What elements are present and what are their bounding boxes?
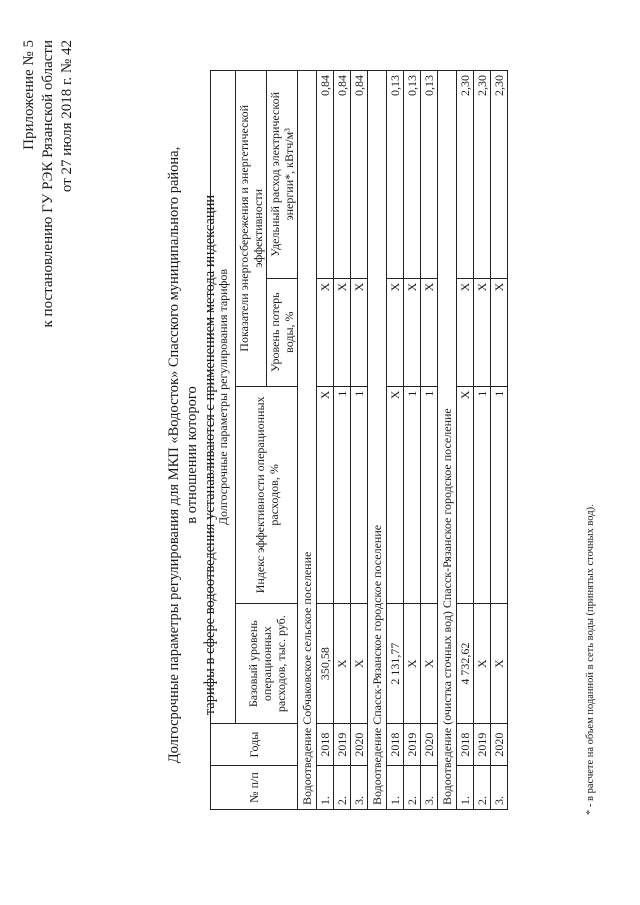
cell-year: 2018	[317, 724, 334, 766]
cell-num: 2.	[474, 766, 491, 810]
cell-power: 0,13	[421, 71, 438, 279]
cell-base: Х	[404, 604, 421, 724]
title-line-1: Долгосрочные параметры регулирования для МКП «Водосток» Спасского муниципального района, в отношении которого	[166, 146, 200, 764]
cell-loss: Х	[491, 278, 508, 386]
cell-power: 0,84	[351, 71, 368, 279]
cell-power: 2,30	[457, 71, 474, 279]
cell-base: Х	[334, 604, 351, 724]
cell-loss: Х	[421, 278, 438, 386]
cell-base: 350,58	[317, 604, 334, 724]
cell-base: Х	[351, 604, 368, 724]
section-title: Водоотведение Собчаковское сельское поселение	[298, 71, 317, 810]
cell-base: Х	[421, 604, 438, 724]
cell-index: 1	[421, 386, 438, 604]
section-title: Водоотведение Спасск-Рязанское городское поселение	[368, 71, 387, 810]
table-row	[404, 71, 421, 810]
appendix-number: Приложение № 5	[21, 40, 37, 150]
cell-index: 1	[491, 386, 508, 604]
cell-year: 2020	[351, 724, 368, 766]
cell-index: 1	[334, 386, 351, 604]
cell-year: 2020	[491, 724, 508, 766]
cell-index: Х	[457, 386, 474, 604]
table-row	[491, 71, 508, 810]
header-energy-group: Показатели энергосбережения и энергетической эффективности	[236, 71, 267, 387]
cell-power: 2,30	[491, 71, 508, 279]
title-line-2: тарифы в сфере водоотведения устанавливаются с применением метода индексации	[202, 194, 218, 716]
cell-num: 1.	[457, 766, 474, 810]
cell-year: 2019	[404, 724, 421, 766]
cell-power: 0,13	[404, 71, 421, 279]
cell-num: 2.	[404, 766, 421, 810]
header-group: Долгосрочные параметры регулирования тарифов	[211, 71, 236, 724]
header-base: Базовый уровень операционных расходов, тыс. руб.	[236, 604, 298, 724]
cell-base: 4 732,62	[457, 604, 474, 724]
header-index: Индекс эффективности операционных расходов, %	[236, 386, 298, 604]
cell-base: Х	[474, 604, 491, 724]
cell-loss: Х	[334, 278, 351, 386]
cell-year: 2019	[474, 724, 491, 766]
cell-loss: Х	[474, 278, 491, 386]
cell-index: 1	[474, 386, 491, 604]
footnote: * - в расчете на объем поданной в сеть воды (принятых сточных вод).	[585, 504, 596, 815]
cell-year: 2018	[457, 724, 474, 766]
cell-loss: Х	[317, 278, 334, 386]
table-row	[421, 71, 438, 810]
cell-loss: Х	[457, 278, 474, 386]
header-loss: Уровень потерь воды, %	[267, 278, 298, 386]
cell-index: Х	[387, 386, 404, 604]
cell-power: 2,30	[474, 71, 491, 279]
table-row	[387, 71, 404, 810]
cell-year: 2020	[421, 724, 438, 766]
appendix-resolution: к постановлению ГУ РЭК Рязанской области	[40, 40, 56, 328]
cell-loss: Х	[404, 278, 421, 386]
cell-index: 1	[351, 386, 368, 604]
appendix-header	[20, 40, 77, 327]
cell-year: 2019	[334, 724, 351, 766]
table-row	[351, 71, 368, 810]
table-row	[474, 71, 491, 810]
header-power: Удельный расход электрической энергии*, кВтч/м³	[267, 71, 298, 279]
cell-index: 1	[404, 386, 421, 604]
cell-num: 1.	[317, 766, 334, 810]
tariff-parameters-table	[210, 70, 508, 810]
cell-num: 1.	[387, 766, 404, 810]
cell-base: 2 131,77	[387, 604, 404, 724]
cell-num: 3.	[351, 766, 368, 810]
cell-index: Х	[317, 386, 334, 604]
cell-power: 0,84	[317, 71, 334, 279]
header-num: № п/п	[211, 766, 298, 810]
header-years: Годы	[211, 724, 298, 766]
table-row	[317, 71, 334, 810]
cell-power: 0,84	[334, 71, 351, 279]
cell-base: Х	[491, 604, 508, 724]
cell-power: 0,13	[387, 71, 404, 279]
cell-year: 2018	[387, 724, 404, 766]
cell-loss: Х	[387, 278, 404, 386]
table-row	[457, 71, 474, 810]
table-row	[334, 71, 351, 810]
section-title: Водоотведение (очистка сточных вод) Спасск-Рязанское городское поселение	[438, 71, 457, 810]
cell-num: 3.	[421, 766, 438, 810]
cell-loss: Х	[351, 278, 368, 386]
cell-num: 3.	[491, 766, 508, 810]
appendix-date: от 27 июля 2018 г. № 42	[59, 40, 75, 193]
cell-num: 2.	[334, 766, 351, 810]
